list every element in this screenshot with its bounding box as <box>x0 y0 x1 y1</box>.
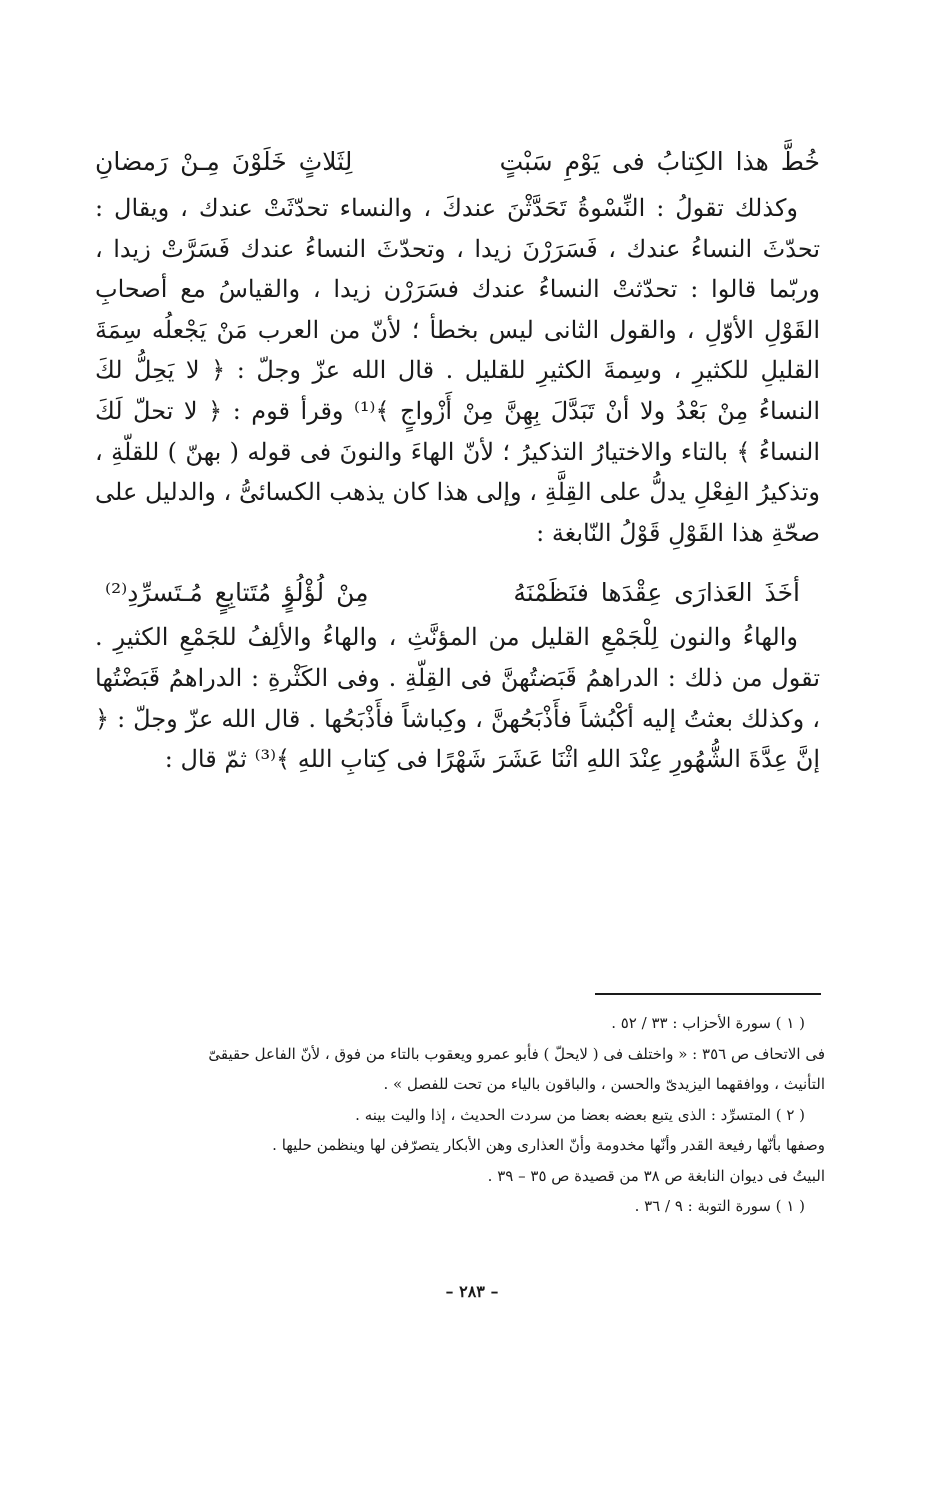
poetry-verse-1 <box>95 140 820 184</box>
verse-2-second-hemistich: مِنْ لُؤْلُؤٍ مُتَتابِعٍ مُـتَسرِّدِ⁽²⁾ <box>105 578 369 608</box>
page-number: – ٢٨٣ – <box>445 1282 499 1301</box>
footnote-line: ( ٢ ) المتسرِّد : الذى يتبع بعضه بعضا من سردت الحديث ، إذا واليت بينه . <box>355 1105 805 1124</box>
footnotes <box>95 1008 825 1222</box>
body-paragraph-1 <box>95 188 820 553</box>
paragraph: وكذلك تقولُ : النِّسْوةُ تَحَدَّثْنَ عندكَ ، والنساء تحدّثَتْ عندك ، ويقال : تحدّثَ النساءُ عندك ، فَسَرَرْنَ زيدا ، وتحدّثَ النساءُ عندك فَسَرَّتْ زيدا ، وربّما قالوا : تحدّثتْ النساءُ عندك فسَرَرْن زيدا ، والقياسُ مع أصحابِ القَوْلِ الأوّلِ ، والقول الثانى ليس بخطأ ؛ لأنّ من العرب مَنْ يَجْعلُه سِمَةَ القليلِ للكثيرِ ، وسِمةَ الكثيرِ للقليل . قال الله عزّ وجلّ : ﴿ لا يَحِلُّ لكَ النساءُ مِنْ بَعْدُ ولا أنْ تَبَدَّلَ بِهِنَّ مِنْ أَزْواجٍ ﴾⁽¹⁾ وقرأ قوم : ﴿ لا تحلّ لَكَ النساءُ ﴾ بالتاء والاختيارُ التذكيرُ ؛ لأنّ الهاءَ والنونَ فى قوله ( بهنّ ) للقلّةِ ، وتذكيرُ الفِعْلِ يدلُّ على القِلَّةِ ، وإلى هذا كان يذهب الكسائىُّ ، والدليل على صحّةِ هذا القَوْلِ قَوْلُ النّابغة : <box>95 194 821 547</box>
verse-1-second-hemistich: لِثَلاثٍ خَلَوْنَ مِـنْ رَمضانِ <box>95 147 353 176</box>
verse-2-first-hemistich: أخَذَ العَذارَى عِقْدَها فنَظَمْنَهُ <box>513 578 800 608</box>
footnote-line: ( ١ ) سورة التوبة : ٩ / ٣٦ . <box>634 1197 805 1215</box>
footnote-separator <box>595 993 821 995</box>
footnote-line: ( ١ ) سورة الأحزاب : ٣٣ / ٥٢ . <box>611 1014 805 1032</box>
poetry-verse-2 <box>95 571 820 615</box>
footnote-line: وصفها بأنّها رفيعة القدر وأنّها مخدومة وأنّ العذارى وهن الأبكار يتصرّفن لها وينظمن حليها . <box>272 1136 825 1154</box>
main-text-block <box>95 140 820 780</box>
verse-1-first-hemistich: خُطَّ هذا الكِتابُ فى يَوْمِ سَبْتٍ <box>499 147 820 176</box>
body-paragraph-2 <box>95 617 820 779</box>
footnote-line: التأنيث ، ووافقهما اليزيدىّ والحسن ، والباقون بالياء من تحت للفصل » . <box>383 1075 825 1093</box>
footnote-line: فى الاتحاف ص ٣٥٦ : « واختلف فى ( لايحلّ ) فأبو عمرو ويعقوب بالتاء من فوق ، لأنّ الفاعل حقيقىّ <box>208 1044 825 1063</box>
paragraph: والهاءُ والنون لِلْجَمْعِ القليل من المؤنَّثِ ، والهاءُ والألِفُ للجَمْعِ الكثيرِ . تقول من ذلك : الدراهمُ قَبَضتُهنَّ فى القِلّةِ . وفى الكَثْرةِ : الدراهمُ قَبَضْتُها ، وكذلك بعثتُ إليه أكْبُشاً فأَذْبَحُهنَّ ، وكِباشاً فأَذْبَحُها . قال الله عزّ وجلّ : ﴿ إنَّ عِدَّةَ الشُّهُورِ عِنْدَ اللهِ اثْنَا عَشَرَ شَهْرًا فى كِتابِ اللهِ ﴾⁽³⁾ ثمّ قال : <box>95 623 820 774</box>
footnote-line: البيتُ فى ديوان النابغة ص ٣٨ من قصيدة ص ٣٥ – ٣٩ . <box>487 1166 825 1185</box>
